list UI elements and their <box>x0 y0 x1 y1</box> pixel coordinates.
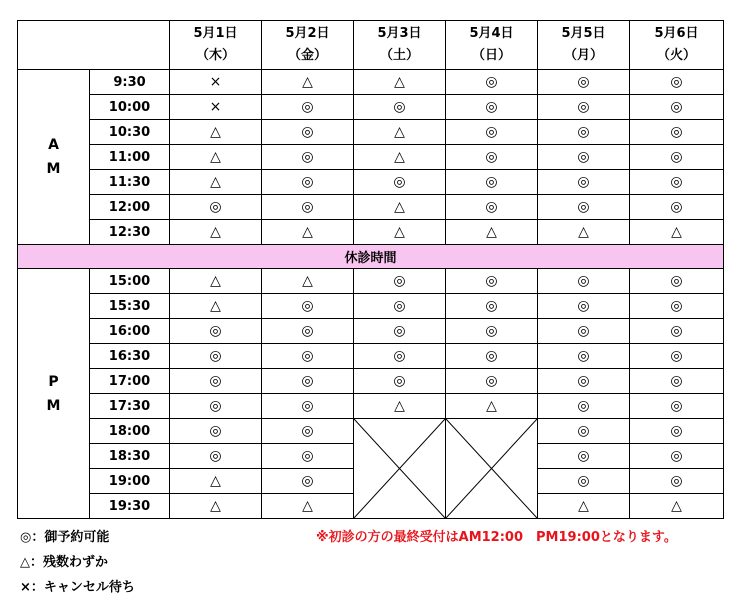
availability-mark: △ <box>394 149 405 165</box>
availability-cell <box>170 294 262 319</box>
availability-cell <box>170 419 262 444</box>
availability-cell <box>170 195 262 220</box>
availability-mark: △ <box>578 498 589 514</box>
availability-mark: ◎ <box>485 298 498 314</box>
availability-mark: ◎ <box>301 348 314 364</box>
availability-cell <box>170 494 262 519</box>
availability-cell <box>262 444 354 469</box>
availability-cell <box>262 344 354 369</box>
availability-cell <box>354 394 446 419</box>
availability-mark: ◎ <box>670 423 683 439</box>
availability-mark: △ <box>210 298 221 314</box>
availability-cell <box>170 70 262 95</box>
availability-mark: ◎ <box>301 149 314 165</box>
availability-cell <box>262 319 354 344</box>
time-slot-row <box>18 294 724 319</box>
availability-cell <box>538 319 630 344</box>
availability-cell <box>446 319 538 344</box>
availability-cell <box>538 494 630 519</box>
availability-mark: ◎ <box>485 124 498 140</box>
availability-mark: △ <box>210 124 221 140</box>
availability-mark: ◎ <box>577 323 590 339</box>
time-label: 11:30 <box>90 170 170 195</box>
availability-cell <box>170 394 262 419</box>
availability-cell <box>630 394 724 419</box>
availability-cell <box>170 220 262 245</box>
availability-cell <box>630 344 724 369</box>
day-header <box>630 21 724 70</box>
availability-cell <box>170 369 262 394</box>
availability-mark: △ <box>302 74 313 90</box>
first-visit-note: ※初診の方の最終受付はAM12:00 PM19:00となります。 <box>316 530 677 545</box>
availability-cell <box>446 170 538 195</box>
availability-cell <box>538 70 630 95</box>
time-label: 16:30 <box>90 344 170 369</box>
availability-cell <box>538 120 630 145</box>
availability-mark: ◎ <box>670 348 683 364</box>
availability-cell <box>446 269 538 294</box>
availability-mark: ◎ <box>393 373 406 389</box>
availability-mark: ◎ <box>670 398 683 414</box>
availability-mark: ◎ <box>577 348 590 364</box>
availability-cell <box>446 145 538 170</box>
availability-mark: △ <box>210 473 221 489</box>
availability-cell <box>630 319 724 344</box>
availability-cell <box>538 344 630 369</box>
availability-mark: ◎ <box>301 323 314 339</box>
day-weekday: （火） <box>656 48 696 63</box>
day-date: 5月5日 <box>561 26 606 41</box>
availability-mark: ◎ <box>393 323 406 339</box>
period-letter: A <box>48 137 59 153</box>
availability-cell <box>446 70 538 95</box>
time-label: 15:00 <box>90 269 170 294</box>
availability-mark: ◎ <box>670 273 683 289</box>
legend-few-left: △：残数わずか <box>20 555 108 570</box>
availability-mark: ◎ <box>301 298 314 314</box>
availability-mark: ◎ <box>577 124 590 140</box>
availability-mark: △ <box>210 498 221 514</box>
availability-mark: △ <box>394 199 405 215</box>
legend-waitlist: ×：キャンセル待ち <box>20 580 135 595</box>
availability-cell <box>170 120 262 145</box>
availability-cell <box>538 195 630 220</box>
time-slot-row <box>18 195 724 220</box>
availability-mark: △ <box>210 273 221 289</box>
availability-mark: △ <box>302 224 313 240</box>
availability-mark: ◎ <box>301 423 314 439</box>
availability-mark: ◎ <box>393 174 406 190</box>
day-header <box>446 21 538 70</box>
pm-period-label <box>18 269 90 519</box>
time-label: 11:00 <box>90 145 170 170</box>
availability-mark: △ <box>210 224 221 240</box>
availability-mark: ◎ <box>485 99 498 115</box>
schedule-table <box>17 20 724 519</box>
time-slot-row <box>18 344 724 369</box>
availability-mark: ◎ <box>577 99 590 115</box>
availability-mark: ◎ <box>670 149 683 165</box>
availability-mark: △ <box>210 149 221 165</box>
time-slot-row <box>18 269 724 294</box>
availability-cell <box>446 120 538 145</box>
availability-mark: ◎ <box>670 298 683 314</box>
availability-cell <box>354 220 446 245</box>
availability-mark: ◎ <box>393 99 406 115</box>
availability-mark: △ <box>394 74 405 90</box>
availability-cell <box>262 195 354 220</box>
availability-cell <box>538 469 630 494</box>
time-label: 17:00 <box>90 369 170 394</box>
availability-mark: ◎ <box>577 398 590 414</box>
availability-mark: ◎ <box>577 174 590 190</box>
availability-mark: △ <box>210 174 221 190</box>
time-label: 17:30 <box>90 394 170 419</box>
availability-mark: ◎ <box>393 273 406 289</box>
break-row <box>18 245 724 269</box>
time-label: 10:00 <box>90 95 170 120</box>
availability-cell <box>630 145 724 170</box>
closed-cross-icon <box>446 419 537 518</box>
availability-cell <box>538 220 630 245</box>
day-date: 5月6日 <box>654 26 699 41</box>
availability-cell <box>630 95 724 120</box>
corner-cell <box>18 21 170 70</box>
availability-cell <box>170 319 262 344</box>
availability-mark: ◎ <box>301 448 314 464</box>
availability-mark: ◎ <box>485 174 498 190</box>
availability-mark: ◎ <box>209 423 222 439</box>
availability-mark: ◎ <box>670 199 683 215</box>
availability-cell <box>538 170 630 195</box>
availability-cell <box>354 145 446 170</box>
availability-cell <box>538 294 630 319</box>
availability-cell <box>630 369 724 394</box>
availability-cell <box>446 369 538 394</box>
am-period-label <box>18 70 90 245</box>
closed-slot-cell <box>446 419 538 519</box>
availability-cell <box>354 294 446 319</box>
availability-mark: △ <box>671 498 682 514</box>
availability-mark: △ <box>302 498 313 514</box>
day-weekday: （月） <box>563 48 603 63</box>
availability-mark: ◎ <box>485 74 498 90</box>
time-slot-row <box>18 220 724 245</box>
availability-cell <box>262 419 354 444</box>
availability-cell <box>630 269 724 294</box>
availability-cell <box>446 294 538 319</box>
availability-cell <box>538 444 630 469</box>
availability-mark: ◎ <box>485 348 498 364</box>
availability-cell <box>262 369 354 394</box>
availability-mark: × <box>209 99 222 115</box>
break-label: 休診時間 <box>18 245 724 269</box>
availability-cell <box>262 494 354 519</box>
availability-mark: ◎ <box>577 273 590 289</box>
availability-mark: ◎ <box>393 298 406 314</box>
availability-cell <box>170 170 262 195</box>
availability-cell <box>262 220 354 245</box>
availability-mark: ◎ <box>670 124 683 140</box>
availability-cell <box>262 95 354 120</box>
availability-mark: △ <box>486 398 497 414</box>
availability-cell <box>170 269 262 294</box>
availability-cell <box>170 95 262 120</box>
availability-mark: △ <box>394 224 405 240</box>
availability-mark: ◎ <box>485 323 498 339</box>
availability-cell <box>262 294 354 319</box>
time-label: 19:00 <box>90 469 170 494</box>
availability-cell <box>170 469 262 494</box>
day-header <box>354 21 446 70</box>
availability-mark: ◎ <box>485 273 498 289</box>
day-date: 5月4日 <box>469 26 514 41</box>
availability-cell <box>262 269 354 294</box>
day-weekday: （木） <box>195 48 235 63</box>
time-slot-row <box>18 369 724 394</box>
day-date: 5月2日 <box>285 26 330 41</box>
period-letter: M <box>46 161 61 177</box>
availability-mark: ◎ <box>670 373 683 389</box>
closed-slot-cell <box>354 419 446 519</box>
availability-cell <box>354 195 446 220</box>
availability-mark: ◎ <box>670 448 683 464</box>
availability-mark: ◎ <box>209 398 222 414</box>
availability-cell <box>354 170 446 195</box>
day-header <box>170 21 262 70</box>
time-label: 9:30 <box>90 70 170 95</box>
availability-cell <box>170 145 262 170</box>
availability-mark: ◎ <box>301 199 314 215</box>
availability-mark: ◎ <box>393 348 406 364</box>
availability-mark: ◎ <box>670 473 683 489</box>
time-label: 15:30 <box>90 294 170 319</box>
availability-cell <box>446 220 538 245</box>
availability-cell <box>630 220 724 245</box>
availability-cell <box>538 369 630 394</box>
availability-mark: ◎ <box>301 473 314 489</box>
time-slot-row <box>18 95 724 120</box>
availability-mark: ◎ <box>577 149 590 165</box>
availability-cell <box>262 394 354 419</box>
availability-cell <box>446 195 538 220</box>
time-slot-row <box>18 394 724 419</box>
day-weekday: （土） <box>379 48 419 63</box>
day-weekday: （日） <box>471 48 511 63</box>
availability-cell <box>262 120 354 145</box>
availability-mark: ◎ <box>577 373 590 389</box>
time-slot-row <box>18 170 724 195</box>
availability-mark: △ <box>671 224 682 240</box>
availability-cell <box>538 269 630 294</box>
time-slot-row <box>18 145 724 170</box>
time-slot-row <box>18 319 724 344</box>
time-label: 18:30 <box>90 444 170 469</box>
availability-mark: ◎ <box>301 174 314 190</box>
availability-cell <box>170 344 262 369</box>
time-slot-row <box>18 120 724 145</box>
availability-mark: ◎ <box>209 199 222 215</box>
day-header <box>538 21 630 70</box>
availability-cell <box>354 269 446 294</box>
availability-mark: ◎ <box>301 124 314 140</box>
availability-mark: ◎ <box>301 373 314 389</box>
day-header <box>262 21 354 70</box>
availability-mark: ◎ <box>485 373 498 389</box>
availability-cell <box>354 369 446 394</box>
availability-cell <box>262 170 354 195</box>
availability-mark: ◎ <box>301 398 314 414</box>
availability-cell <box>630 444 724 469</box>
availability-cell <box>354 70 446 95</box>
availability-cell <box>446 344 538 369</box>
availability-cell <box>630 195 724 220</box>
availability-mark: ◎ <box>577 74 590 90</box>
availability-mark: △ <box>394 398 405 414</box>
availability-cell <box>630 494 724 519</box>
availability-mark: ◎ <box>485 199 498 215</box>
period-letter: P <box>48 373 59 390</box>
availability-cell <box>538 419 630 444</box>
availability-cell <box>630 170 724 195</box>
availability-mark: ◎ <box>209 323 222 339</box>
availability-cell <box>262 469 354 494</box>
availability-cell <box>630 469 724 494</box>
availability-mark: △ <box>486 224 497 240</box>
availability-mark: ◎ <box>209 448 222 464</box>
availability-mark: ◎ <box>670 323 683 339</box>
availability-mark: △ <box>302 273 313 289</box>
time-label: 10:30 <box>90 120 170 145</box>
day-date: 5月3日 <box>377 26 422 41</box>
time-slot-row <box>18 70 724 95</box>
availability-mark: △ <box>394 124 405 140</box>
availability-mark: × <box>209 74 222 90</box>
availability-mark: ◎ <box>577 199 590 215</box>
availability-cell <box>538 145 630 170</box>
availability-mark: ◎ <box>577 423 590 439</box>
availability-mark: ◎ <box>577 448 590 464</box>
availability-cell <box>630 294 724 319</box>
availability-cell <box>538 394 630 419</box>
availability-mark: ◎ <box>670 74 683 90</box>
availability-cell <box>630 70 724 95</box>
availability-mark: ◎ <box>209 373 222 389</box>
time-label: 16:00 <box>90 319 170 344</box>
availability-cell <box>262 145 354 170</box>
availability-mark: ◎ <box>485 149 498 165</box>
availability-mark: ◎ <box>577 473 590 489</box>
day-date: 5月1日 <box>193 26 238 41</box>
availability-cell <box>538 95 630 120</box>
availability-mark: ◎ <box>670 174 683 190</box>
availability-cell <box>630 419 724 444</box>
time-slot-row <box>18 419 724 444</box>
availability-cell <box>446 394 538 419</box>
legend-available: ◎：御予約可能 <box>20 530 110 545</box>
closed-cross-icon <box>354 419 445 518</box>
availability-cell <box>170 444 262 469</box>
availability-mark: ◎ <box>301 99 314 115</box>
availability-mark: ◎ <box>577 298 590 314</box>
time-label: 12:30 <box>90 220 170 245</box>
availability-cell <box>630 120 724 145</box>
availability-cell <box>262 70 354 95</box>
day-weekday: （金） <box>287 48 327 63</box>
time-label: 19:30 <box>90 494 170 519</box>
availability-mark: ◎ <box>670 99 683 115</box>
availability-cell <box>446 95 538 120</box>
availability-cell <box>354 319 446 344</box>
availability-cell <box>354 120 446 145</box>
availability-mark: ◎ <box>209 348 222 364</box>
time-label: 12:00 <box>90 195 170 220</box>
availability-cell <box>354 344 446 369</box>
availability-cell <box>354 95 446 120</box>
availability-mark: △ <box>578 224 589 240</box>
time-label: 18:00 <box>90 419 170 444</box>
period-letter: M <box>46 397 61 414</box>
